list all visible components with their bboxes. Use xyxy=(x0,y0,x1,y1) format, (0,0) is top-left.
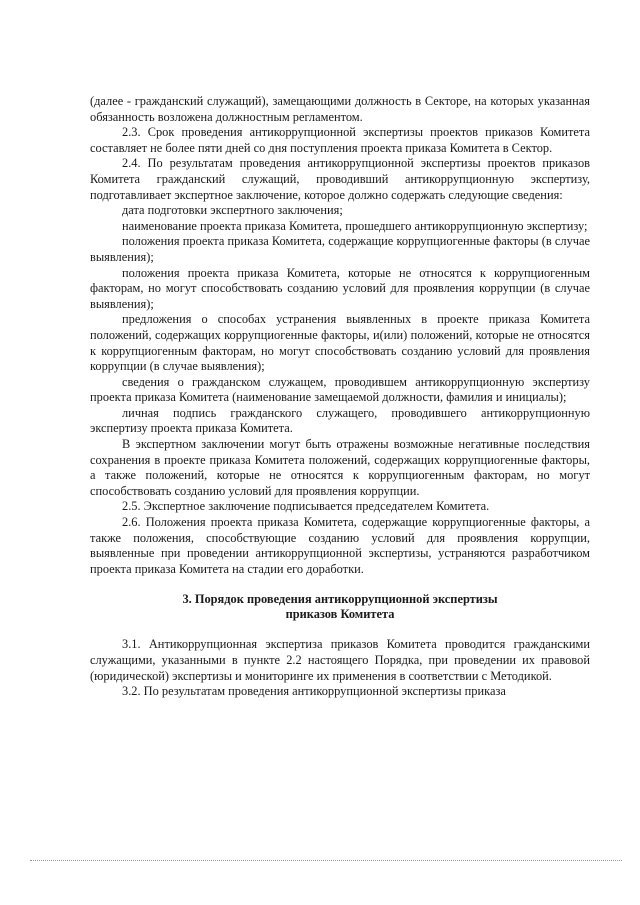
list-item-name: наименование проекта приказа Комитета, прошедшего антикоррупционную экспертизу; xyxy=(122,218,588,233)
paragraph-3-1: 3.1. Антикоррупционная экспертиза приказов Комитета проводится гражданскими служащими, указанными в пункте 2.2 настоящего Порядка, при проведении их правовой (юридической) экспертизы и мониторинге их применения в соответствии с Методикой. xyxy=(90,637,590,683)
section-3-heading xyxy=(90,592,590,622)
list-item-employee-info: сведения о гражданском служащем, проводившем антикоррупционную экспертизу проекта приказа Комитета (наименование замещаемой должности, фамилия и инициалы); xyxy=(90,374,590,405)
list-item-other-provisions: положения проекта приказа Комитета, которые не относятся к коррупциогенным факторам, но могут способствовать созданию условий для проявления коррупции (в случае выявления); xyxy=(90,265,590,311)
list-item-date: дата подготовки экспертного заключения; xyxy=(122,203,343,218)
list-item-corruption-factors: положения проекта приказа Комитета, содержащие коррупциогенные факторы (в случае выявления); xyxy=(90,234,590,264)
scan-edge-divider xyxy=(30,860,622,861)
paragraph-2-3: 2.3. Срок проведения антикоррупционной экспертизы проектов приказов Комитета составляет не более пяти дней со дня поступления проекта приказа Комитета в Сектор. xyxy=(90,125,590,155)
paragraph-3-2: 3.2. По результатам проведения антикоррупционной экспертизы приказа xyxy=(122,684,506,699)
document-body xyxy=(90,94,590,700)
paragraph-2-6: 2.6. Положения проекта приказа Комитета, содержащие коррупциогенные факторы, а также положения, способствующие созданию условий для проявления коррупции, выявленные при проведении антикоррупционной экспертизы, устраняются разработчиком проекта приказа Комитета на стадии его доработки. xyxy=(90,515,590,576)
paragraph-2-4: 2.4. По результатам проведения антикоррупционной экспертизы проектов приказов Комитета гражданский служащий, проводивший антикоррупционную экспертизу, подготавливает экспертное заключение, которое должно содержать следующие сведения: xyxy=(90,156,590,202)
section-3-heading-line-1: 3. Порядок проведения антикоррупционной экспертизы xyxy=(182,592,498,607)
paragraph-continuation: (далее - гражданский служащий), замещающими должность в Секторе, на которых указанная обязанность возложена должностным регламентом. xyxy=(90,94,590,124)
section-3-heading-line-2: приказов Комитета xyxy=(285,607,395,622)
paragraph-consequences: В экспертном заключении могут быть отражены возможные негативные последствия сохранения в проекте приказа Комитета положений, содержащих коррупциогенные факторы, а также положений, которые не относятся к коррупциогенным факторам, но могут способствовать созданию условий для проявления коррупции. xyxy=(90,437,590,498)
paragraph-2-5: 2.5. Экспертное заключение подписывается председателем Комитета. xyxy=(122,499,490,514)
list-item-signature: личная подпись гражданского служащего, проводившего антикоррупционную экспертизу проекта приказа Комитета. xyxy=(90,405,590,436)
list-item-proposals: предложения о способах устранения выявленных в проекте приказа Комитета положений, содержащих коррупциогенные факторы, и(или) положений, которые не относятся к коррупциогенным факторам, но могут способствовать созданию условий для проявления коррупции (в случае выявления); xyxy=(90,312,590,374)
